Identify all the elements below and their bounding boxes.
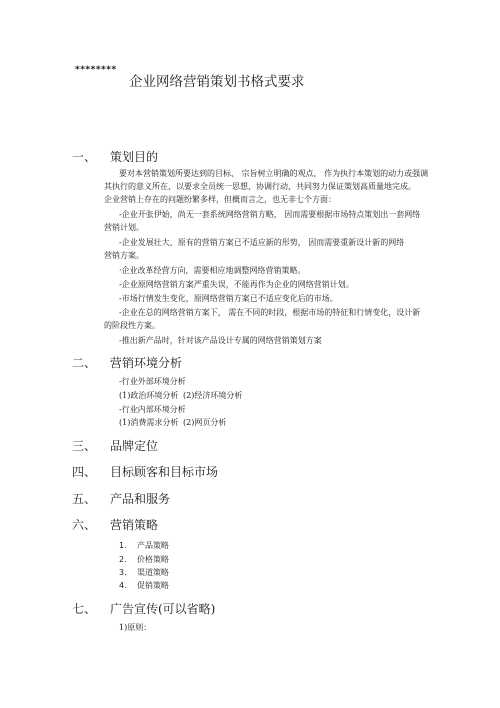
section-5-title: 产品和服务: [110, 492, 171, 506]
purpose-item-7: -推出新产品时，针对该产品设计专属的网络营销策划方案: [119, 336, 322, 345]
purpose-para2: 企业营销上存在的问题纷繁多样，但概而言之，也无非七个方面：: [104, 195, 336, 204]
purpose-para1-line1: 要对本营销策划所要达到的目标、 宗旨树立明确的观点， 作为执行本策划的动力或强调: [119, 169, 429, 178]
section-5-number: 五、: [72, 492, 97, 506]
purpose-item-6-line2: 的阶段性方案。: [104, 321, 160, 330]
document-title: 企业网络营销策划书格式要求: [129, 74, 305, 90]
section-4-number: 四、: [72, 465, 97, 479]
purpose-para1-line2: 其执行的意义所在，以要求全员统一思想，协调行动，共同努力保证策划高质量地完成。: [104, 182, 416, 191]
header-stars: ********: [75, 65, 117, 75]
section-7-number: 七、: [72, 602, 97, 616]
purpose-item-3: ·企业改革经营方向，需要相应地调整网络营销策略。: [119, 266, 306, 275]
strategy-3-number: 3.: [119, 568, 127, 577]
section-2-number: 二、: [72, 356, 97, 370]
section-1-title: 策划目的: [110, 150, 159, 164]
section-7-title: 广告宣传(可以省略): [110, 602, 216, 616]
purpose-item-1-line2: 营销计划。: [104, 223, 144, 232]
strategy-4-number: 4.: [119, 581, 127, 590]
purpose-item-2-line2: 营销方案。: [104, 251, 144, 260]
advert-principle: 1)原则：: [119, 623, 152, 632]
strategy-2-label: 价格策略: [137, 555, 169, 564]
section-2-title: 营销环境分析: [110, 356, 183, 370]
purpose-item-2-line1: -企业发展壮大，原有的营销方案已不适应新的形势， 因而需要重新设计新的网络: [119, 238, 405, 247]
purpose-item-1-line1: -企业开张伊始，尚无一套系统网络营销方略， 因而需要根据市场特点策划出一套网络: [119, 210, 421, 219]
section-1-number: 一、: [72, 150, 97, 164]
env-external: -行业外部环境分析: [119, 377, 186, 386]
purpose-item-5: -市场行情发生变化，原网络营销方案已不适应变化后的市场。: [119, 294, 338, 303]
section-6-title: 营销策略: [110, 518, 159, 532]
strategy-1-number: 1.: [119, 541, 127, 550]
strategy-1-label: 产品策略: [137, 541, 169, 550]
strategy-3-label: 渠道策略: [137, 568, 169, 577]
env-internal: -行业内部环境分析: [119, 405, 186, 414]
purpose-item-6-line1: -企业在总的网络营销方案下， 需在不同的时段，根据市场的特征和行情变化，设计新: [119, 308, 421, 317]
env-internal-item-2: (2)网页分析: [183, 418, 227, 427]
strategy-2-number: 2.: [119, 555, 127, 564]
env-external-item-1: (1)政治环境分析: [119, 391, 179, 400]
section-3-title: 品牌定位: [110, 439, 159, 453]
section-3-number: 三、: [72, 439, 97, 453]
env-external-item-2: (2)经济环境分析: [183, 391, 243, 400]
env-internal-item-1: (1)消费需求分析: [119, 418, 179, 427]
section-4-title: 目标顾客和目标市场: [110, 465, 219, 479]
section-6-number: 六、: [72, 518, 97, 532]
purpose-item-4: -企业原网络营销方案严重失误，不能再作为企业的网络营销计划。: [119, 280, 354, 289]
strategy-4-label: 促销策略: [137, 581, 169, 590]
